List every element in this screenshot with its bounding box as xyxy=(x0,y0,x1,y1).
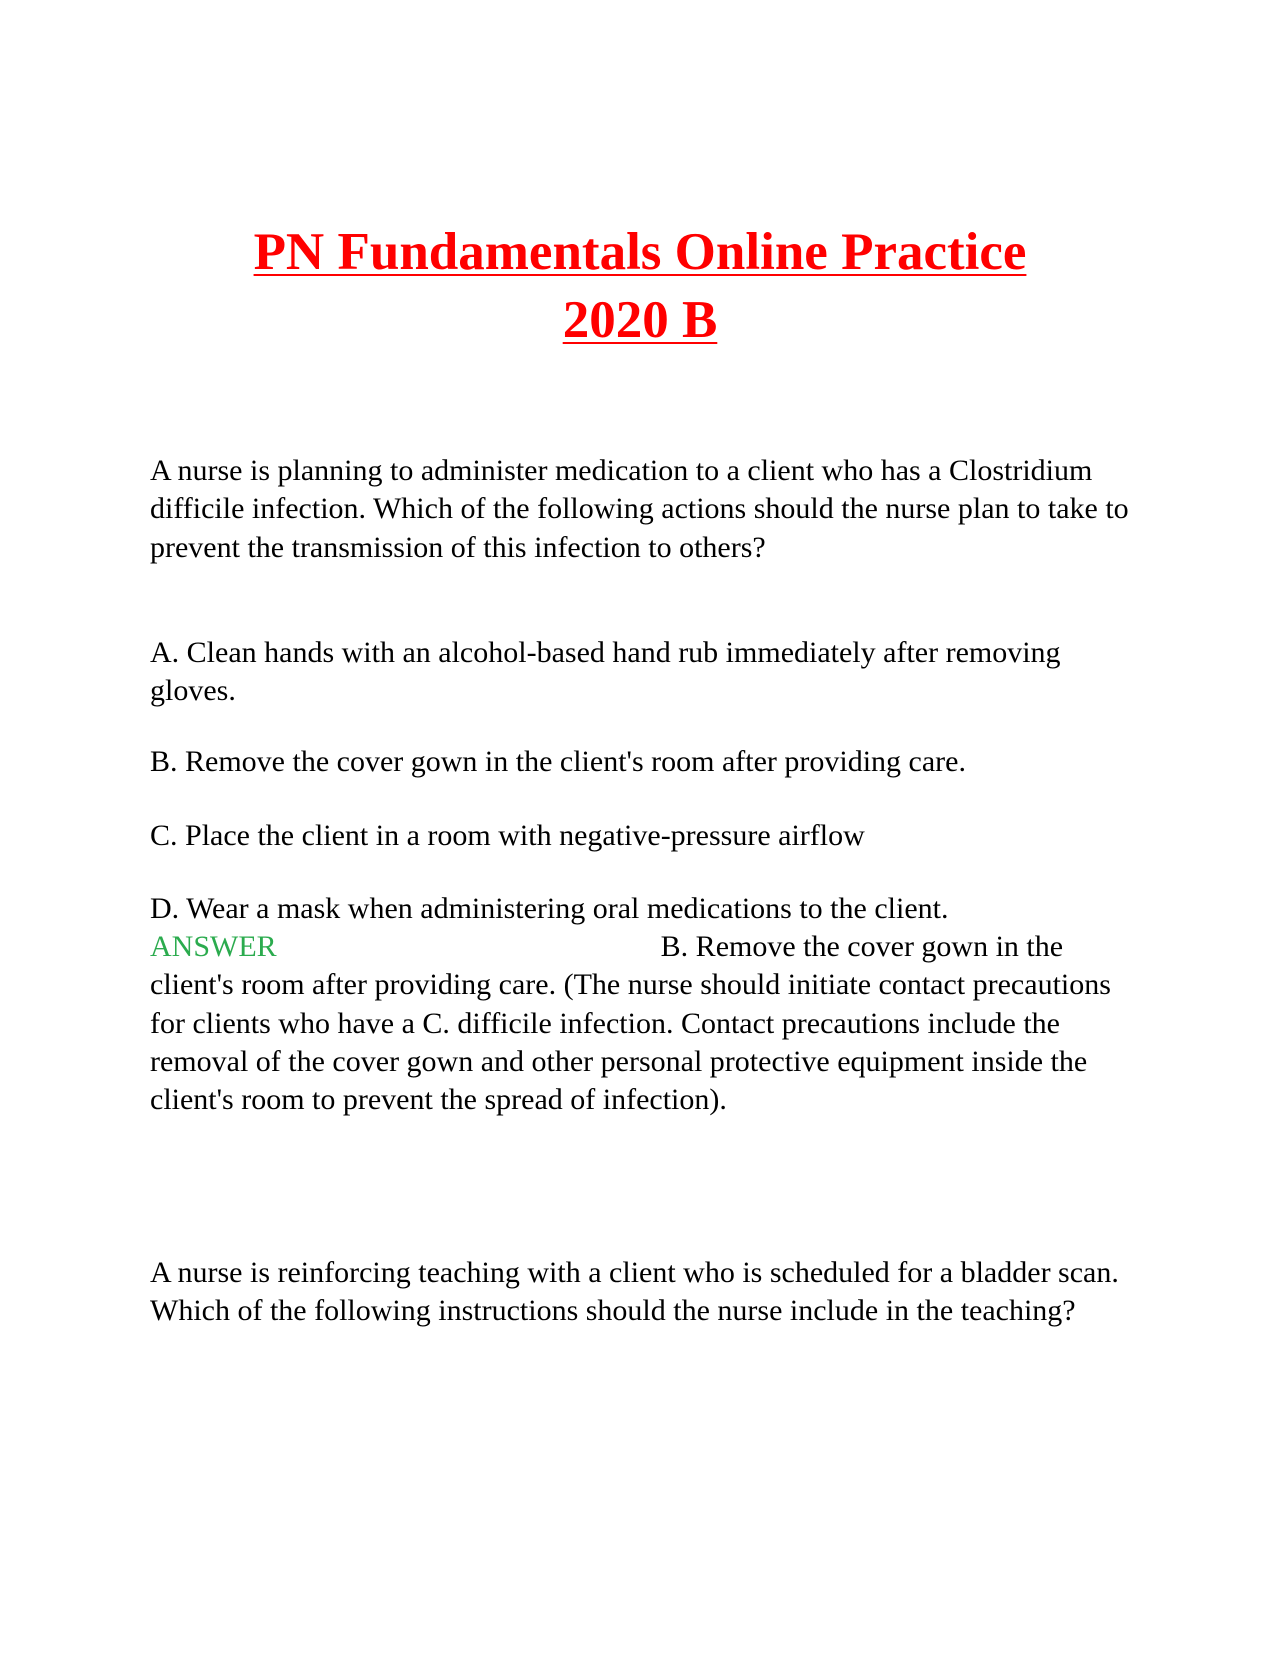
question-1-option-c: C. Place the client in a room with negative-pressure airflow xyxy=(150,819,865,852)
question-1-stem: A nurse is planning to administer medication to a client who has a Clostridium difficile infection. Which of the following actions should the nurse plan to take to prevent the transmission of this infection to others? xyxy=(150,454,1129,564)
question-2-stem: A nurse is reinforcing teaching with a client who is scheduled for a bladder scan. Which of the following instructions should the nurse include in the teaching? xyxy=(150,1256,1119,1328)
document-title xyxy=(0,218,1280,354)
answer-explanation: B. Remove the cover gown in the client's room after providing care. (The nurse should initiate contact precautions for clients who have a C. difficile infection. Contact precautions include the removal of the cover gown and other personal protective equipment inside the client's room to prevent the spread of infection). xyxy=(150,930,1111,1117)
question-1-option-a: A. Clean hands with an alcohol-based hand rub immediately after removing gloves. xyxy=(150,636,1061,708)
question-1-answer xyxy=(150,928,1140,1119)
title-line-1: PN Fundamentals Online Practice xyxy=(253,223,1027,281)
question-1-option-d: D. Wear a mask when administering oral medications to the client. xyxy=(150,892,949,925)
title-line-2: 2020 B xyxy=(562,291,718,349)
question-1-option-b: B. Remove the cover gown in the client's room after providing care. xyxy=(150,745,966,778)
answer-label: ANSWER xyxy=(150,930,277,963)
